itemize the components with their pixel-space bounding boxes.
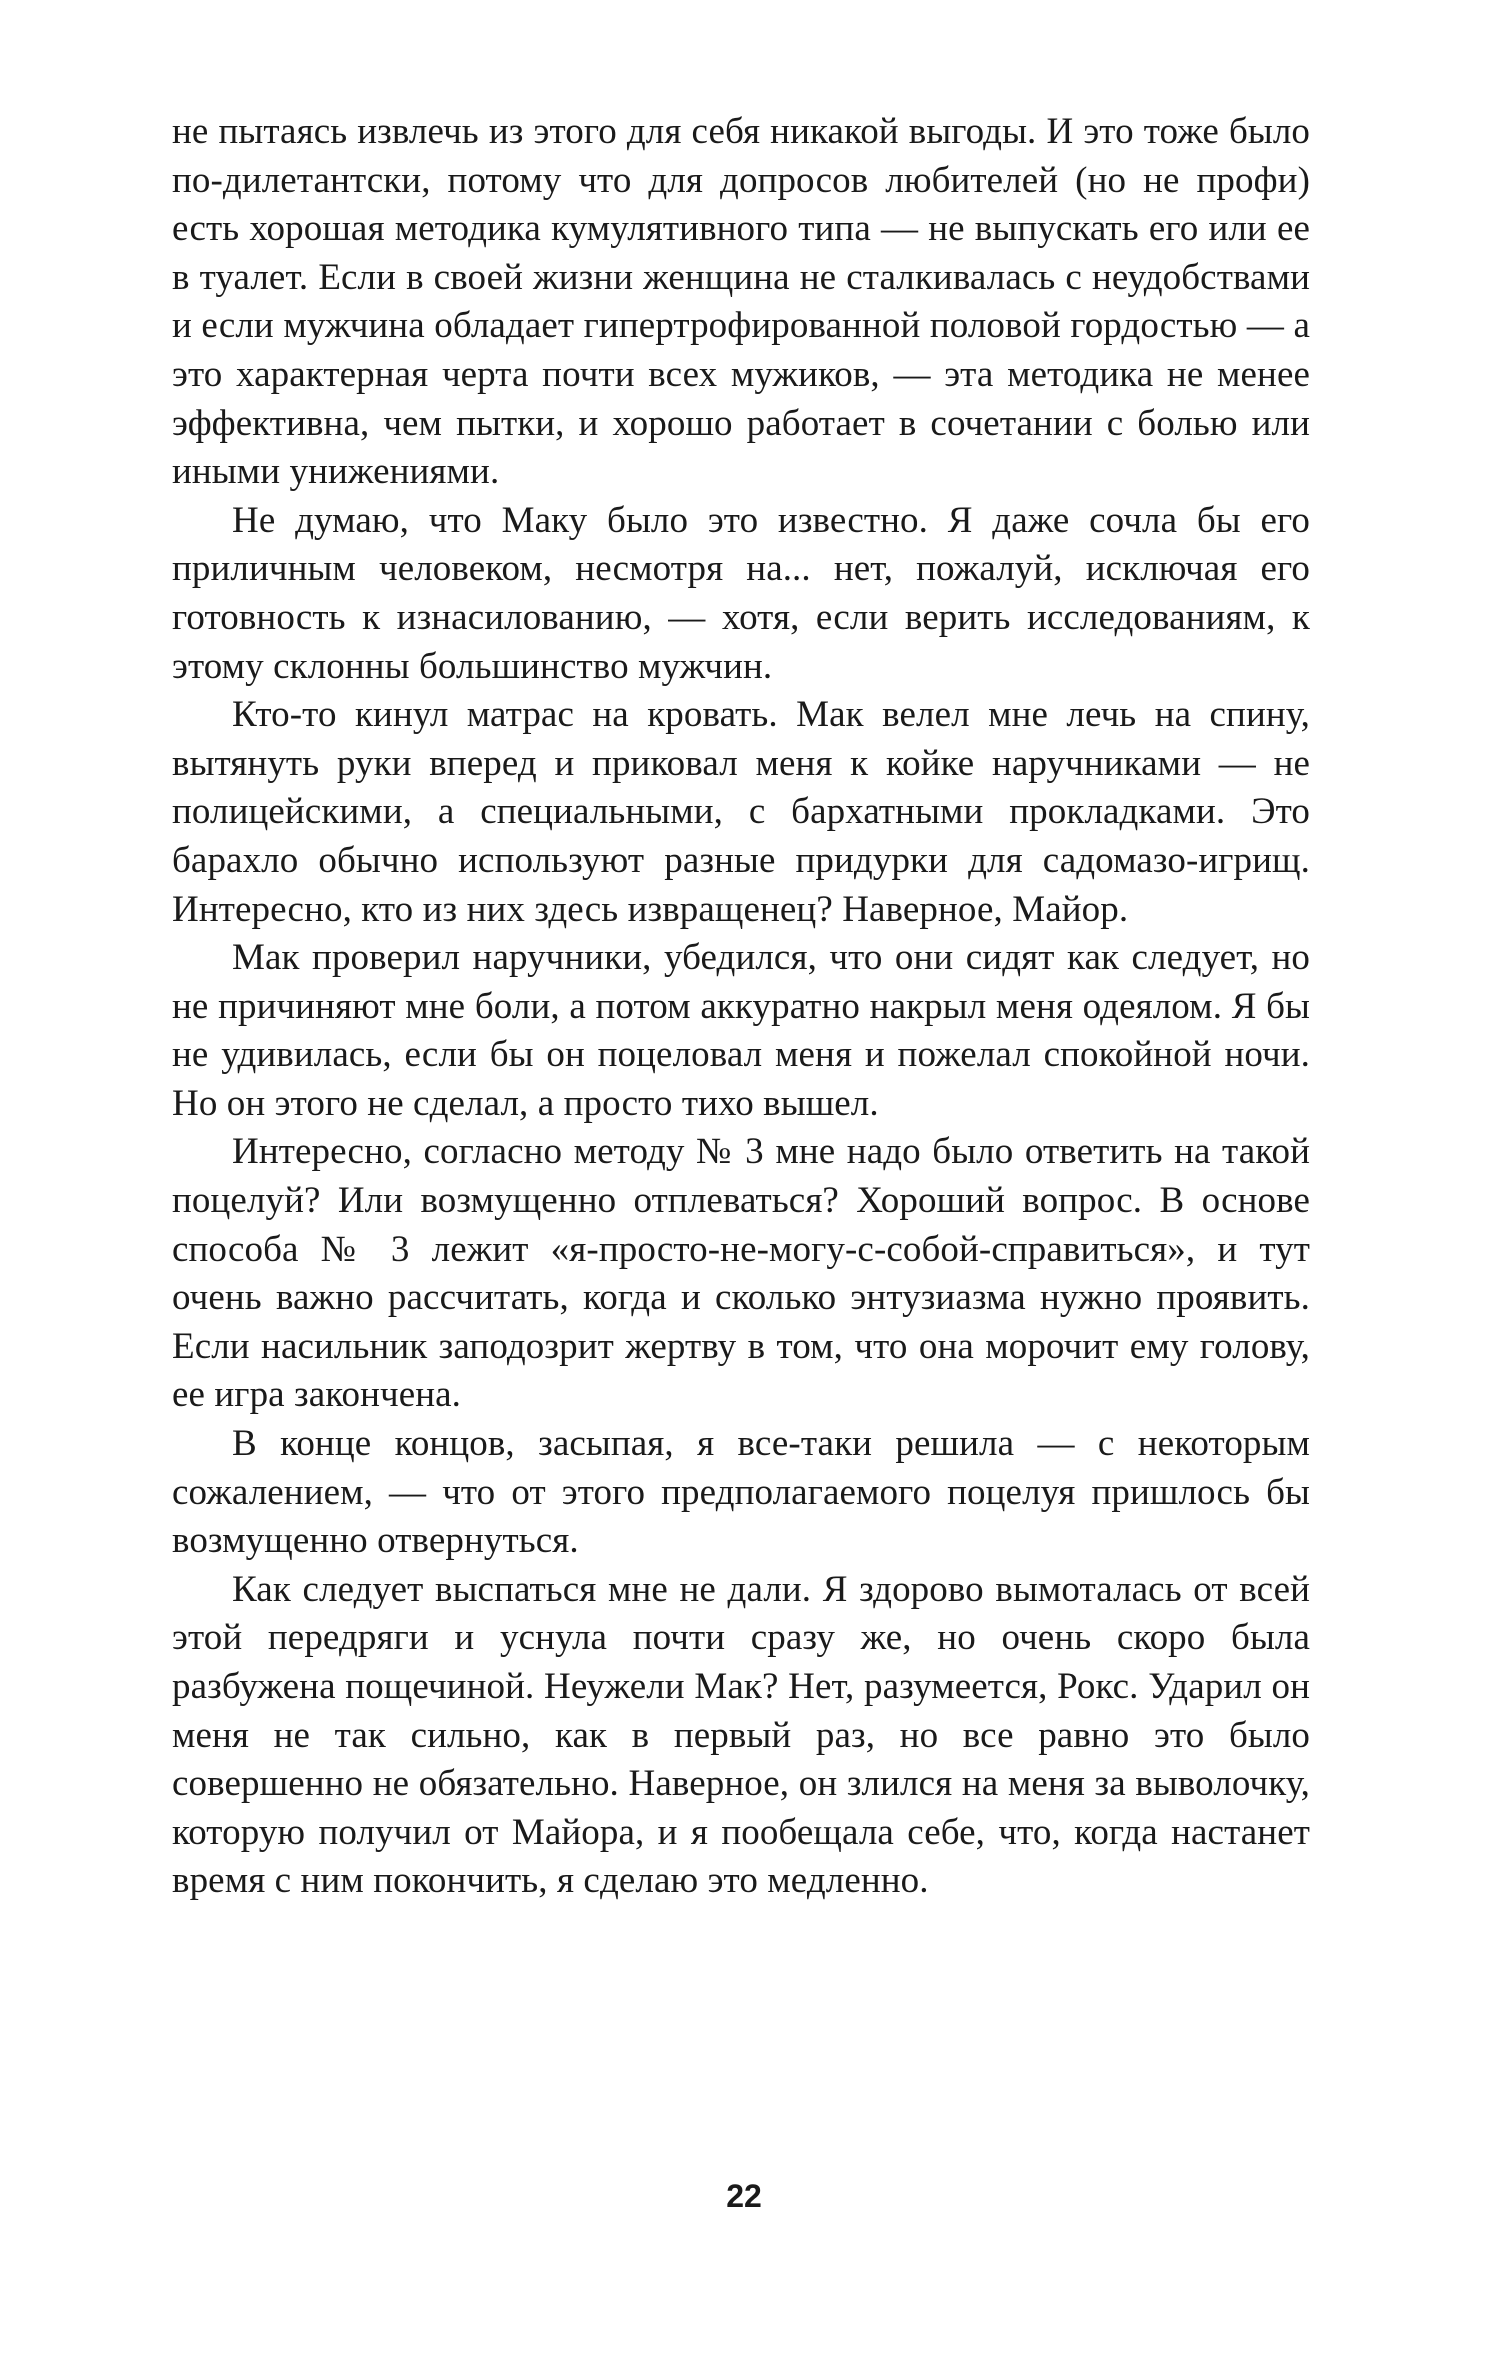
body-text: [172, 108, 1310, 1906]
paragraph-5: Интересно, согласно методу № 3 мне надо было ответить на такой поцелуй? Или возмущенно отплеваться? Хороший вопрос. В основе способа № 3 лежит «я-просто-не-могу-с-собой-справиться», и тут очень важно рассчитать, когда и сколько энтузиазма нужно проявить. Если насильник заподозрит жертву в том, что она морочит ему голову, ее игра закончена.: [172, 1131, 1310, 1416]
paragraph-6: В конце концов, засыпая, я все-таки решила — с некоторым сожалением, — что от этого предполагаемого поцелуя пришлось бы возмущенно отвернуться.: [172, 1423, 1310, 1562]
paragraph-3: Кто-то кинул матрас на кровать. Мак велел мне лечь на спину, вытянуть руки вперед и приковал меня к койке наручниками — не полицейскими, а специальными, с бархатными прокладками. Это барахло обычно используют разные придурки для садомазо-игрищ. Интересно, кто из них здесь извращенец? Наверное, Майор.: [172, 694, 1310, 930]
page-number: 22: [726, 2178, 762, 2214]
paragraph-4: Мак проверил наручники, убедился, что они сидят как следует, но не причиняют мне боли, а потом аккуратно накрыл меня одеялом. Я бы не удивилась, если бы он поцеловал меня и пожелал спокойной ночи. Но он этого не сделал, а просто тихо вышел.: [172, 937, 1310, 1124]
paragraph-2: Не думаю, что Маку было это известно. Я даже сочла бы его приличным человеком, несмотря на... нет, пожалуй, исключая его готовность к изнасилованию, — хотя, если верить исследованиям, к этому склонны большинство мужчин.: [172, 499, 1310, 687]
paragraph-1: не пытаясь извлечь из этого для себя никакой выгоды. И это тоже было по-дилетантски, потому что для допросов любителей (но не профи) есть хорошая методика кумулятивного типа — не выпускать его или ее в туалет. Если в своей жизни женщина не сталкивалась с неудобствами и если мужчина обладает гипертрофированной половой гордостью — а это характерная черта почти всех мужиков, — эта методика не менее эффективна, чем пытки, и хорошо работает в сочетании с болью или иными унижениями.: [172, 111, 1310, 493]
paragraph-7: Как следует выспаться мне не дали. Я здорово вымоталась от всей этой передряги и уснула почти сразу же, но очень скоро была разбужена пощечиной. Неужели Мак? Нет, разумеется, Рокс. Ударил он меня не так сильно, как в первый раз, но все равно это было совершенно не обязательно. Наверное, он злился на меня за выволочку, которую получил от Майора, и я пообещала себе, что, когда настанет время с ним покончить, я сделаю это медленно.: [172, 1568, 1310, 1902]
book-page: [172, 108, 1310, 1906]
